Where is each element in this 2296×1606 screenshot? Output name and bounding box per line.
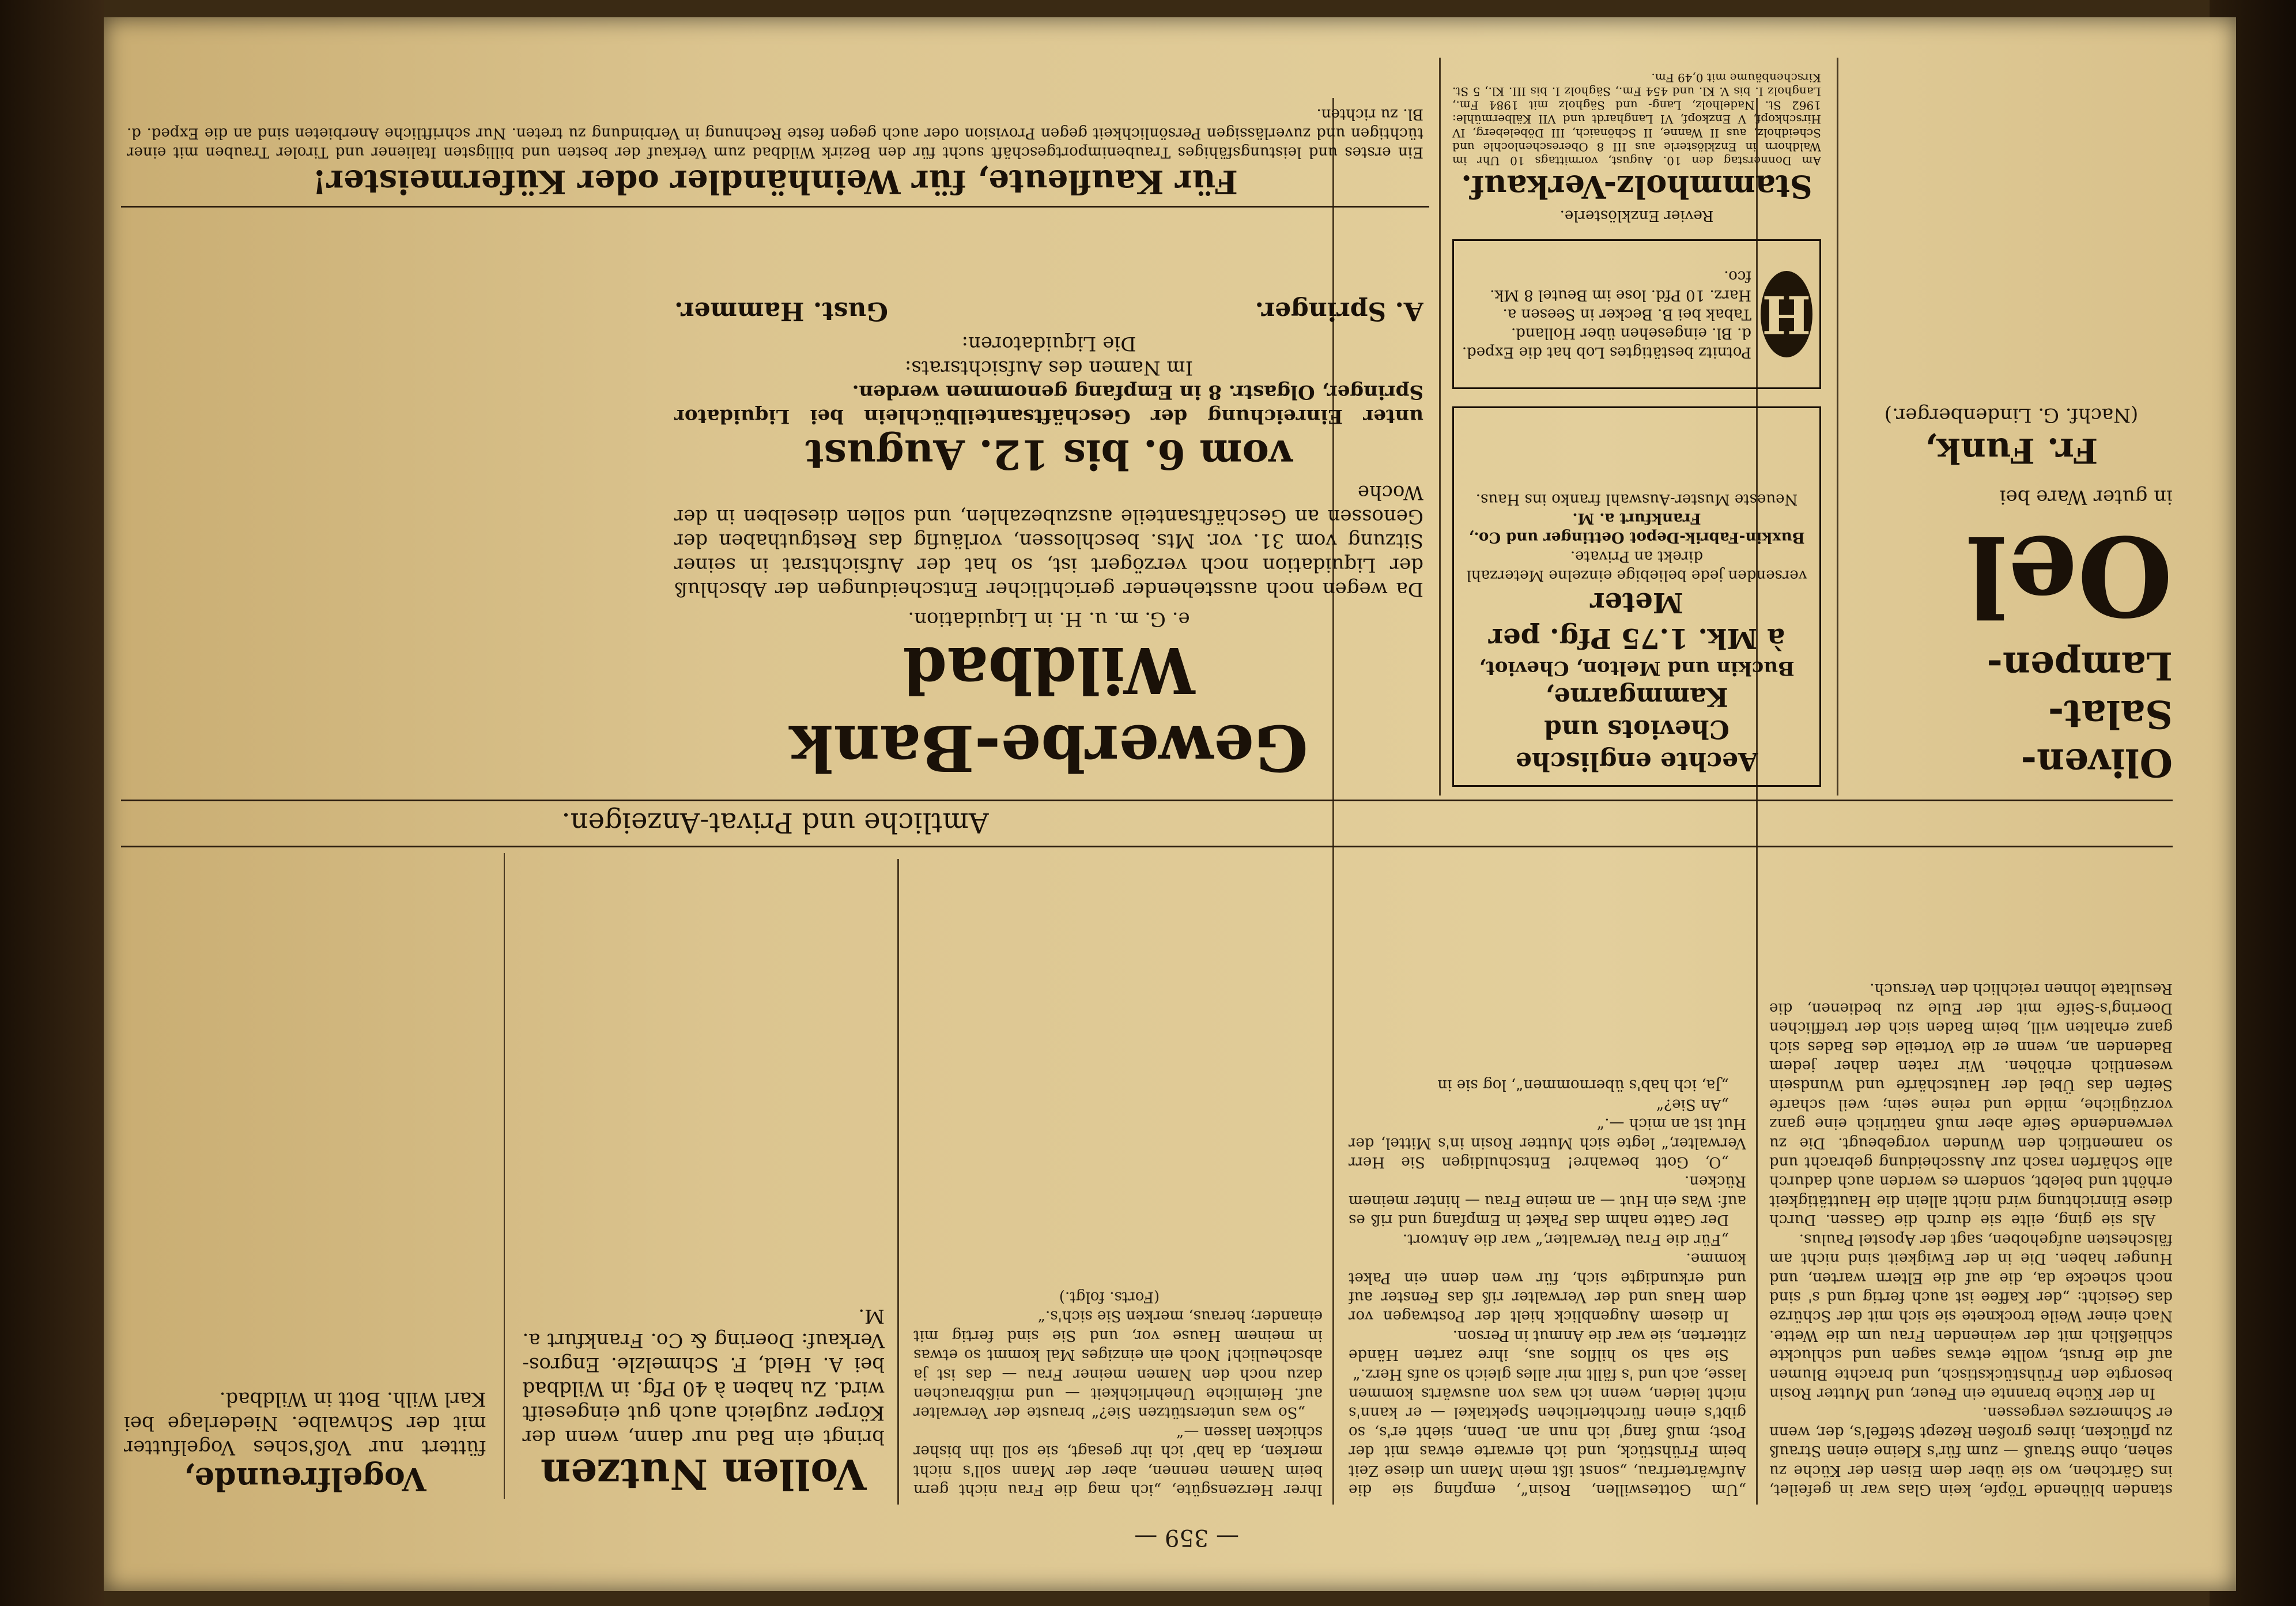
paragraph: „Um Gotteswillen, Rosin“, empfing sie die Aufwärterfrau, „sonst ißt mein Mann um diese Zeit beim Frühstück, und ich erwarte etwas mit der Post; muß fang' ich nun an. Denn, sieht er's, so gibt's einen fürchterlichen Spektakel — er kann's nicht leiden, wenn ich was von auswärts kommen lasse, ach und 's fällt mir alles gleich so aufs Herz.“ [1349,1365,1746,1498]
section-rule [121,846,2173,847]
ad-vogel-headline: Vogelfreunde, [183,1461,426,1498]
paragraph: „O, Gott bewahre! Entschuldigen Sie Herr Verwalter,“ legte sich Mutter Rosin in's Mittel, der Hut ist an mich —.“ [1349,1115,1746,1171]
ad-tabak [1452,239,1821,389]
ad-oel-item: Oliven- [2021,740,2173,785]
ad-stoffe-company: Buxkin-Fabrik-Depot Oettinger und Co., [1468,529,1805,546]
column-divider [1439,58,1441,796]
ad-kaufleute [127,52,1423,202]
ad-stoffe-price: à Mk. 1.75 Pfg. per Meter [1488,586,1785,654]
ad-seife-headline: Vollen Nutzen [540,1450,867,1499]
ad-oel-big: Oel [1966,511,2173,640]
paragraph: Der Gatte nahm das Paket in Empfang und riß es auf: Was ein Hut — an meine Frau — hinter meinem Rücken. [1349,1173,1746,1229]
column-divider [897,859,899,1505]
ad-oel-seller: Fr. Funk, [1924,430,2098,470]
ad-rule [121,206,1429,208]
ad-stoffe-footer: Neueste Muster-Auswahl franko ins Haus. [1475,491,1798,508]
paragraph: Sie sah so hilflos aus, ihre zarten Hände zitterten, sie war die Anmut in Person. [1349,1326,1746,1364]
ad-vogel [124,853,486,1499]
ad-bank [674,210,1423,787]
ad-seife [522,853,885,1499]
ad-bank-name-left: A. Springer. [1255,296,1423,326]
section-rule [121,800,2173,801]
ad-bank-liquidators-label: Die Liquidatoren: [961,332,1136,355]
ad-stoffe-headline: Aechte englische Cheviots und Kammgarne, [1515,682,1758,776]
paragraph: In diesem Augenblick hielt der Postwagen vor dem Haus und der Verwalter riß das Fenster auf und erkundigte sich, für wen denn ein Paket komme. [1349,1250,1746,1325]
column-divider [1837,58,1838,796]
ad-oel [1850,66,2173,787]
page-number: — 359 — [1134,1524,1239,1551]
continued-note: (Forts. folgt.) [1059,1288,1160,1306]
ad-stammholz [1452,58,1821,225]
ad-stoffe-sub: Buckin und Melton, Cheviot, [1479,657,1795,680]
paragraph: Ihrer Herzensgüte, „ich mag die Frau nicht gern beim Namen nennen, aber der Mann soll's nicht merken, da hab' ich ihr gesagt, sie soll ihn bisher schicken lassen —“ [913,1423,1323,1498]
ad-seife-body: bringt ein Bad nur dann, wenn der Körper zugleich auch gut eingeseift wird. Zu haben à 40 Pfg. in Wildbad bei A. Held, F. Schmelzle. Engros-Verkauf: Doering & Co. Frankfurt a. M. [522,1305,885,1449]
ad-stammholz-headline: Stammholz-Verkauf. [1461,168,1812,205]
ad-bank-name-right: Gust. Hammer. [674,296,888,326]
paragraph: Als sie ging, eilte sie durch die Gassen. Durch diese Einrichtung wird nicht allein die Hauttätigkeit erhöht und belebt, sondern es werden auch dadurch alle Schärfen rasch zur Ausscheidung gebracht und so namentlich den Wunden vorgebeugt. Die zu verwendende Seife aber muß natürlich eine ganz vorzügliche, milde und reine sein; weil scharfe Seifen das Übel der Hautschärfe und Wundsein wesentlich erhöhen. Wir raten daher jedem Badenden an, wenn er die Vorteile des Bades sich ganz erhalten will, beim Baden sich der trefflichen Doering's-Seife mit der Eule zu bedienen, die Resultate lohnen reichlich den Versuch. [1769,980,2173,1229]
section-header: Amtliche und Privat-Anzeigen. [561,806,989,839]
book-edge-left [0,0,104,1606]
paragraph: „Für die Frau Verwalter,“ war die Antwort. [1402,1230,1729,1248]
ad-stammholz-district: Revier Enzklösterle. [1559,207,1714,224]
ad-kaufleute-headline: Für Kaufleute, für Weinhändler oder Küfermeister! [312,163,1238,201]
newspaper-page [104,17,2236,1591]
paragraph: standen blühende Töpfe, kein Glas war in gefeilet, ins Gärtchen, wo sie über dem Eisen der Küche zu sehen, ohne Strauß — zum für's Kleine einen Strauß zu pflücken, ihres großen Rezept Steffel's, der, wenn er Schmerzes vergessen. [1769,1404,2173,1498]
paragraph: In der Küche brannte ein Feuer, und Mutter Rosin besorgte den Frühstückstisch, und brachte Blumen auf die Brust, wollte etwas sagen und schluckte schließlich mit der weinenden Frau um die Wette. Nach einer Weile trocknete sie sich mit der Schürze das Gesicht: „der Kaffee ist auch fertig und s' sind noch schecke da, die auf die Eltern warten, und Hunger haben. Die in der Ewigkeit sind nicht am fälschesten aufgehoben, sagt der Apostel Paulus. [1769,1230,2173,1402]
article-column-3 [913,853,1323,1499]
ad-bank-date: vom 6. bis 12. August [805,431,1293,478]
ad-stoffe [1452,406,1821,787]
ad-bank-subtitle: e. G. m. u. H. in Liquidation. [908,608,1190,631]
ad-stoffe-city: Frankfurt a. M. [1572,510,1701,527]
tabak-logo-icon: H [1761,271,1812,357]
ad-vogel-body: füttert nur Voß'sches Vogelfutter mit der Schwalbe. Niederlage bei Karl Wilh. Bott in Wildbad. [124,1388,486,1459]
paragraph: „So was unterstützen Sie?“ brauste der Verwalter auf. Heimliche Unehrlichkeit — und mißbrauchen dazu noch den Namen meiner Frau — das ist ja abscheulich! Noch ein einziges Mal kommt so etwas in meinem Hause vor, und Sie sind fertig mit einander; heraus, merken Sie sich's.“ [913,1307,1323,1422]
ad-bank-body2: unter Einreichung der Geschäftsanteilbüchlein bei Liquidator Springer, Olgastr. 8 in Empfang genommen werden. [674,380,1423,428]
ad-bank-title: Gewerbe-Bank Wildbad [790,633,1308,785]
paragraph: „An Sie?“ [1656,1095,1729,1113]
ad-bank-body: Da wegen noch ausstehender gerichtlicher Entscheidungen der Abschluß der Liquidation noch verzögert ist, so hat der Aufsichtsrat in seiner Sitzung vom 31. vor. Mts. beschlossen, vorläufig das Restguthaben der Genossen an Geschäftsanteile auszubezahlen, und sollen dieselben in der Woche [674,481,1423,601]
ad-block-upper-right [124,853,885,1499]
ad-oel-item: Salat- [2048,692,2173,737]
ad-stoffe-body: versenden jede beliebige einzelne Meterzahl direkt an Private. [1466,548,1807,584]
paragraph: „Ja, ich hab's übernommen“, log sie in [1437,1076,1729,1094]
ad-oel-note: in guter Ware bei [1999,485,2173,508]
ad-kaufleute-body: Ein erstes und leistungsfähiges Traubenimportgeschäft sucht für den Bezirk Wildbad zum Verkauf der besten und billigsten Italiener und Tiroler Trauben mit einer tüchtigen und zuverlässigen Persönlichkeit gegen Provision oder auch gegen feste Rechnung in Verbindung zu treten. Nur schriftliche Anerbieten sind an die Exped. d. Bl. zu richten. [127,105,1423,161]
ad-oel-seller-note: (Nachf. G. Lindenberger.) [1884,404,2139,427]
ad-stammholz-body: Am Donnerstag den 10. August, vormittags 10 Uhr im Waldhorn in Enzklösterle aus III 8 Obereschenlochle und Scheidholz, aus II Wanne, II Schönaich, III Döbeleberg, IV Hirschkopf, V Enzkopf, VI Langhardt und VII Kälbermühle: 1962 St. Nadelholz, Lang- und Sägholz mit 1984 Fm., Langholz I. bis V. Kl. und 454 Fm., Sägholz I. bis III. Kl., 5 St. Kirschenbäume mit 0,49 Fm. [1452,71,1821,168]
ad-tabak-text: Potnitz bestätigtes Lob hat die Exped. d. Bl. eingesehen über Holland. Tabak bei B. Becker in Seesen a. Harz. 10 Pfd. lose im Beutel 8 Mk. fco. [1462,267,1751,361]
ad-bank-signature-intro: Im Namen des Aufsichtsrats: [904,356,1194,379]
ad-oel-item: Lampen- [1987,643,2173,688]
